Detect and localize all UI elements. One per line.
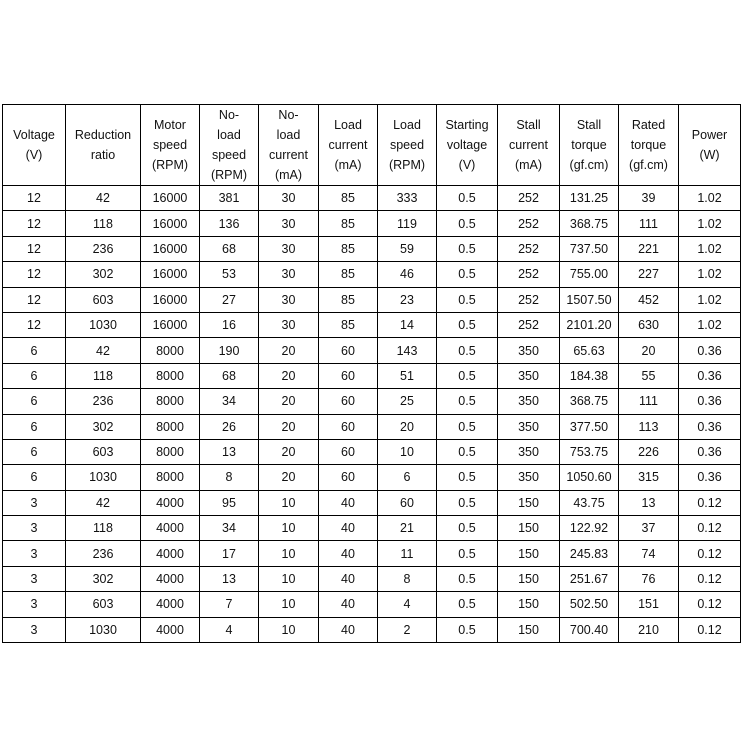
table-row: [3, 262, 741, 287]
column-header: No- load speed (RPM): [200, 105, 259, 186]
table-cell: 1.02: [679, 287, 741, 312]
table-cell: 252: [498, 262, 560, 287]
table-cell: 12: [3, 287, 66, 312]
table-cell: 74: [619, 541, 679, 566]
table-cell: 13: [200, 439, 259, 464]
table-cell: 40: [319, 541, 378, 566]
table-cell: 40: [319, 566, 378, 591]
table-cell: 381: [200, 186, 259, 211]
table-cell: 1.02: [679, 211, 741, 236]
table-cell: 10: [259, 516, 319, 541]
table-row: [3, 439, 741, 464]
table-cell: 0.36: [679, 363, 741, 388]
table-cell: 1.02: [679, 312, 741, 337]
table-cell: 236: [66, 541, 141, 566]
table-row: [3, 592, 741, 617]
table-cell: 603: [66, 287, 141, 312]
table-cell: 0.5: [437, 541, 498, 566]
column-header: Starting voltage (V): [437, 105, 498, 186]
table-cell: 8000: [141, 338, 200, 363]
table-row: [3, 516, 741, 541]
table-cell: 4000: [141, 516, 200, 541]
table-cell: 12: [3, 211, 66, 236]
table-cell: 252: [498, 236, 560, 261]
table-cell: 60: [319, 465, 378, 490]
table-cell: 0.36: [679, 439, 741, 464]
table-cell: 6: [3, 414, 66, 439]
column-header: No- load current (mA): [259, 105, 319, 186]
table-cell: 122.92: [560, 516, 619, 541]
table-cell: 0.5: [437, 363, 498, 388]
table-cell: 4: [378, 592, 437, 617]
table-cell: 12: [3, 312, 66, 337]
table-cell: 85: [319, 211, 378, 236]
table-cell: 0.12: [679, 617, 741, 642]
table-cell: 40: [319, 592, 378, 617]
table-cell: 1030: [66, 312, 141, 337]
table-cell: 95: [200, 490, 259, 515]
table-cell: 20: [259, 414, 319, 439]
table-cell: 0.5: [437, 262, 498, 287]
table-cell: 118: [66, 516, 141, 541]
table-cell: 85: [319, 186, 378, 211]
table-cell: 603: [66, 592, 141, 617]
table-cell: 119: [378, 211, 437, 236]
table-cell: 368.75: [560, 211, 619, 236]
table-body: [3, 186, 741, 643]
table-cell: 3: [3, 490, 66, 515]
table-cell: 150: [498, 516, 560, 541]
table-cell: 0.36: [679, 465, 741, 490]
table-cell: 20: [259, 465, 319, 490]
table-cell: 6: [378, 465, 437, 490]
table-cell: 1030: [66, 617, 141, 642]
table-cell: 150: [498, 541, 560, 566]
table-cell: 8000: [141, 465, 200, 490]
table-cell: 53: [200, 262, 259, 287]
table-cell: 16000: [141, 287, 200, 312]
table-cell: 60: [319, 414, 378, 439]
table-cell: 16000: [141, 236, 200, 261]
table-cell: 16000: [141, 211, 200, 236]
table-cell: 0.12: [679, 516, 741, 541]
table-row: [3, 338, 741, 363]
table-cell: 111: [619, 211, 679, 236]
table-cell: 55: [619, 363, 679, 388]
table-cell: 0.12: [679, 592, 741, 617]
motor-spec-table: [2, 104, 741, 643]
table-cell: 150: [498, 566, 560, 591]
table-cell: 0.12: [679, 541, 741, 566]
table-cell: 113: [619, 414, 679, 439]
table-cell: 10: [259, 617, 319, 642]
table-cell: 143: [378, 338, 437, 363]
table-cell: 755.00: [560, 262, 619, 287]
table-cell: 85: [319, 236, 378, 261]
table-cell: 12: [3, 186, 66, 211]
table-cell: 42: [66, 490, 141, 515]
table-cell: 21: [378, 516, 437, 541]
table-cell: 0.5: [437, 490, 498, 515]
table-cell: 46: [378, 262, 437, 287]
table-cell: 12: [3, 262, 66, 287]
table-cell: 1050.60: [560, 465, 619, 490]
table-cell: 27: [200, 287, 259, 312]
table-cell: 0.5: [437, 338, 498, 363]
table-cell: 6: [3, 363, 66, 388]
table-row: [3, 389, 741, 414]
table-cell: 0.5: [437, 186, 498, 211]
table-cell: 252: [498, 211, 560, 236]
table-row: [3, 287, 741, 312]
table-cell: 8000: [141, 363, 200, 388]
table-row: [3, 236, 741, 261]
table-cell: 60: [319, 389, 378, 414]
table-cell: 302: [66, 566, 141, 591]
table-cell: 8000: [141, 414, 200, 439]
table-cell: 350: [498, 338, 560, 363]
table-cell: 17: [200, 541, 259, 566]
table-row: [3, 617, 741, 642]
table-cell: 226: [619, 439, 679, 464]
table-header-row: [3, 105, 741, 186]
table-cell: 118: [66, 363, 141, 388]
table-cell: 60: [319, 439, 378, 464]
table-cell: 4: [200, 617, 259, 642]
table-cell: 68: [200, 236, 259, 261]
table-cell: 0.36: [679, 414, 741, 439]
table-cell: 8000: [141, 389, 200, 414]
table-cell: 377.50: [560, 414, 619, 439]
table-cell: 85: [319, 312, 378, 337]
table-cell: 3: [3, 617, 66, 642]
table-cell: 0.36: [679, 338, 741, 363]
table-cell: 118: [66, 211, 141, 236]
table-cell: 210: [619, 617, 679, 642]
table-cell: 8: [378, 566, 437, 591]
table-cell: 30: [259, 236, 319, 261]
table-cell: 30: [259, 312, 319, 337]
column-header: Reduction ratio: [66, 105, 141, 186]
table-cell: 20: [259, 338, 319, 363]
table-cell: 60: [319, 338, 378, 363]
table-cell: 20: [619, 338, 679, 363]
table-cell: 40: [319, 516, 378, 541]
table-row: [3, 414, 741, 439]
table-cell: 753.75: [560, 439, 619, 464]
table-cell: 136: [200, 211, 259, 236]
table-cell: 184.38: [560, 363, 619, 388]
table-cell: 8: [200, 465, 259, 490]
table-cell: 4000: [141, 592, 200, 617]
table-cell: 37: [619, 516, 679, 541]
table-cell: 0.5: [437, 439, 498, 464]
table-cell: 1.02: [679, 236, 741, 261]
table-cell: 8000: [141, 439, 200, 464]
table-cell: 40: [319, 490, 378, 515]
table-cell: 16000: [141, 312, 200, 337]
table-cell: 14: [378, 312, 437, 337]
table-cell: 0.5: [437, 211, 498, 236]
table-cell: 2101.20: [560, 312, 619, 337]
column-header: Stall current (mA): [498, 105, 560, 186]
column-header: Load current (mA): [319, 105, 378, 186]
table-cell: 10: [378, 439, 437, 464]
table-cell: 630: [619, 312, 679, 337]
table-cell: 2: [378, 617, 437, 642]
table-cell: 26: [200, 414, 259, 439]
table-cell: 16: [200, 312, 259, 337]
table-cell: 6: [3, 389, 66, 414]
table-cell: 221: [619, 236, 679, 261]
table-cell: 85: [319, 262, 378, 287]
table-cell: 85: [319, 287, 378, 312]
table-cell: 20: [259, 439, 319, 464]
table-cell: 251.67: [560, 566, 619, 591]
table-cell: 333: [378, 186, 437, 211]
table-cell: 40: [319, 617, 378, 642]
table-cell: 0.5: [437, 465, 498, 490]
table-cell: 190: [200, 338, 259, 363]
table-cell: 6: [3, 439, 66, 464]
table-cell: 603: [66, 439, 141, 464]
table-cell: 302: [66, 262, 141, 287]
table-cell: 252: [498, 287, 560, 312]
table-cell: 0.5: [437, 236, 498, 261]
table-cell: 302: [66, 414, 141, 439]
column-header: Motor speed (RPM): [141, 105, 200, 186]
table-cell: 0.5: [437, 287, 498, 312]
table-cell: 0.12: [679, 566, 741, 591]
table-cell: 16000: [141, 262, 200, 287]
table-cell: 1030: [66, 465, 141, 490]
table-cell: 1.02: [679, 186, 741, 211]
table-row: [3, 363, 741, 388]
table-cell: 350: [498, 439, 560, 464]
table-row: [3, 186, 741, 211]
table-cell: 34: [200, 516, 259, 541]
table-cell: 10: [259, 490, 319, 515]
table-cell: 30: [259, 211, 319, 236]
table-cell: 151: [619, 592, 679, 617]
table-cell: 0.36: [679, 389, 741, 414]
table-cell: 59: [378, 236, 437, 261]
column-header: Stall torque (gf.cm): [560, 105, 619, 186]
table-cell: 150: [498, 490, 560, 515]
table-cell: 0.5: [437, 592, 498, 617]
table-cell: 4000: [141, 617, 200, 642]
table-row: [3, 312, 741, 337]
table-cell: 150: [498, 617, 560, 642]
table-cell: 131.25: [560, 186, 619, 211]
column-header: Power (W): [679, 105, 741, 186]
table-cell: 20: [259, 363, 319, 388]
table-cell: 227: [619, 262, 679, 287]
table-cell: 368.75: [560, 389, 619, 414]
table-cell: 4000: [141, 490, 200, 515]
table-cell: 25: [378, 389, 437, 414]
table-cell: 1.02: [679, 262, 741, 287]
table-cell: 0.5: [437, 617, 498, 642]
table-cell: 10: [259, 566, 319, 591]
table-cell: 737.50: [560, 236, 619, 261]
table-row: [3, 465, 741, 490]
table-cell: 23: [378, 287, 437, 312]
table-cell: 16000: [141, 186, 200, 211]
table-cell: 30: [259, 186, 319, 211]
table-cell: 252: [498, 186, 560, 211]
table-cell: 10: [259, 541, 319, 566]
table-cell: 13: [200, 566, 259, 591]
table-cell: 68: [200, 363, 259, 388]
column-header: Rated torque (gf.cm): [619, 105, 679, 186]
table-cell: 34: [200, 389, 259, 414]
table-cell: 11: [378, 541, 437, 566]
table-cell: 42: [66, 186, 141, 211]
table-cell: 350: [498, 389, 560, 414]
table-cell: 12: [3, 236, 66, 261]
table-cell: 0.5: [437, 516, 498, 541]
table-cell: 30: [259, 287, 319, 312]
table-cell: 236: [66, 389, 141, 414]
table-cell: 0.5: [437, 312, 498, 337]
table-cell: 315: [619, 465, 679, 490]
table-cell: 0.5: [437, 414, 498, 439]
table-cell: 51: [378, 363, 437, 388]
table-cell: 20: [259, 389, 319, 414]
table-cell: 0.5: [437, 389, 498, 414]
table-cell: 6: [3, 465, 66, 490]
table-cell: 3: [3, 541, 66, 566]
table-row: [3, 211, 741, 236]
table-cell: 236: [66, 236, 141, 261]
table-cell: 700.40: [560, 617, 619, 642]
table-cell: 4000: [141, 566, 200, 591]
table-cell: 7: [200, 592, 259, 617]
table-cell: 43.75: [560, 490, 619, 515]
table-row: [3, 566, 741, 591]
column-header: Load speed (RPM): [378, 105, 437, 186]
table-cell: 3: [3, 566, 66, 591]
table-cell: 1507.50: [560, 287, 619, 312]
table-cell: 76: [619, 566, 679, 591]
table-cell: 245.83: [560, 541, 619, 566]
table-cell: 3: [3, 592, 66, 617]
table-cell: 10: [259, 592, 319, 617]
table-cell: 65.63: [560, 338, 619, 363]
table-cell: 150: [498, 592, 560, 617]
table-cell: 39: [619, 186, 679, 211]
table-cell: 350: [498, 465, 560, 490]
table-cell: 3: [3, 516, 66, 541]
table-cell: 350: [498, 414, 560, 439]
table-cell: 6: [3, 338, 66, 363]
table-row: [3, 541, 741, 566]
table-cell: 0.12: [679, 490, 741, 515]
table-cell: 452: [619, 287, 679, 312]
table-cell: 252: [498, 312, 560, 337]
table-cell: 502.50: [560, 592, 619, 617]
table-cell: 111: [619, 389, 679, 414]
table-row: [3, 490, 741, 515]
column-header: Voltage (V): [3, 105, 66, 186]
table-cell: 350: [498, 363, 560, 388]
table-cell: 60: [378, 490, 437, 515]
table-cell: 0.5: [437, 566, 498, 591]
table-cell: 4000: [141, 541, 200, 566]
table-cell: 42: [66, 338, 141, 363]
table-cell: 30: [259, 262, 319, 287]
table-cell: 20: [378, 414, 437, 439]
table-cell: 13: [619, 490, 679, 515]
table-cell: 60: [319, 363, 378, 388]
